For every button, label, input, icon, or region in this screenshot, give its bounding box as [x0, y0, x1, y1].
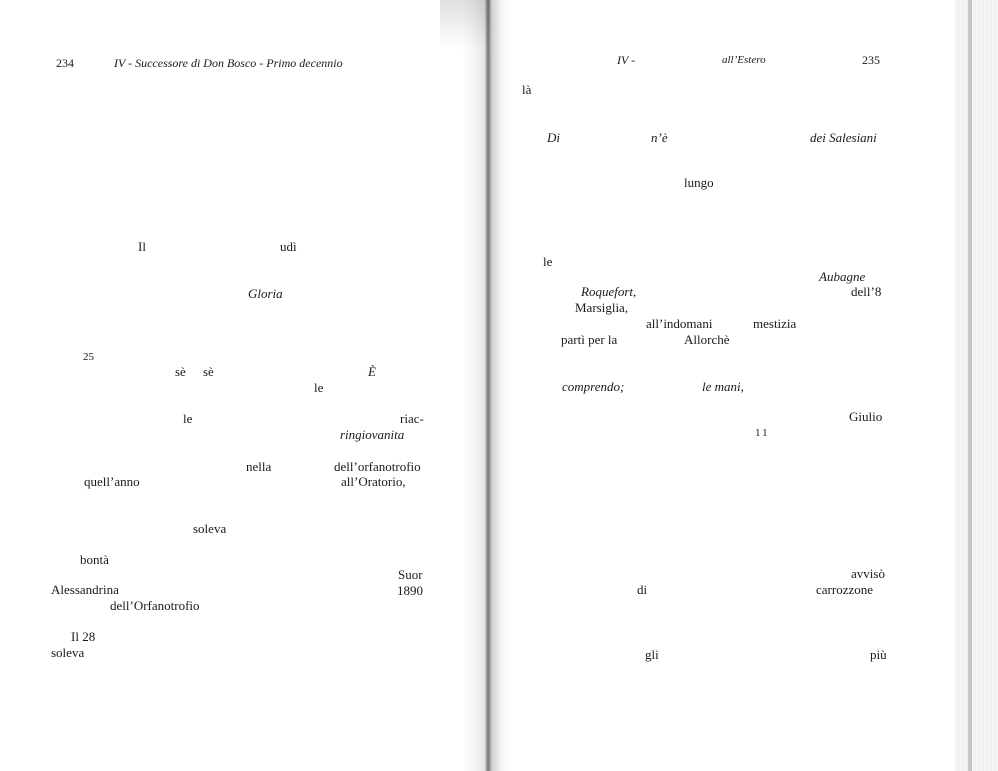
word-di: di: [637, 582, 648, 597]
word-se-2: sè: [203, 364, 214, 379]
page-edge-stripes: [955, 0, 998, 771]
word-ringiovanita: ringiovanita: [340, 427, 405, 442]
word-bonta: bontà: [80, 552, 109, 567]
word-alessandrina: Alessandrina: [51, 582, 119, 597]
word-e-grave: È: [368, 364, 376, 379]
running-head-right-part2: all’Estero: [722, 54, 766, 66]
word-roquefort: Roquefort,: [581, 284, 637, 299]
note-marker-11: 11: [755, 427, 770, 439]
word-salesiani: dei Salesiani: [810, 130, 877, 145]
note-marker-25: 25: [83, 351, 94, 363]
word-le: le: [543, 254, 553, 269]
word-soleva-1: soleva: [193, 521, 227, 536]
word-le-2: le: [183, 411, 193, 426]
page-number-right: 235: [862, 53, 880, 67]
word-carrozzone: carrozzone: [816, 582, 874, 597]
word-gli: gli: [645, 647, 659, 662]
word-giulio: Giulio: [849, 409, 883, 424]
word-gloria: Gloria: [248, 286, 283, 301]
word-avviso: avvisò: [851, 566, 885, 581]
word-dell8: dell’8: [851, 284, 882, 299]
word-udi: udì: [280, 239, 297, 254]
word-le-mani: le mani,: [702, 379, 744, 394]
word-il-28: Il 28: [71, 629, 96, 644]
word-la: là: [522, 82, 532, 97]
word-suor: Suor: [398, 567, 423, 582]
word-indomani: all’indomani: [646, 316, 713, 331]
word-mestizia: mestizia: [753, 316, 797, 331]
word-ne: n’è: [651, 130, 668, 145]
word-se-1: sè: [175, 364, 186, 379]
word-comprendo: comprendo;: [562, 379, 625, 394]
word-riac: riac-: [400, 411, 424, 426]
running-head-left: IV - Successore di Don Bosco - Primo decennio: [114, 56, 343, 70]
word-lungo: lungo: [684, 175, 714, 190]
page-edge-line: [968, 0, 972, 771]
word-di-italic: Di: [547, 130, 560, 145]
word-parti-per-la: partì per la: [561, 332, 618, 347]
word-le-1: le: [314, 380, 324, 395]
running-head-right-part1: IV -: [617, 53, 636, 67]
page-number-left: 234: [56, 56, 74, 70]
word-quellanno: quell’anno: [84, 474, 140, 489]
word-year-1890: 1890: [397, 583, 423, 598]
word-piu: più: [870, 647, 887, 662]
word-orfanotrofio-cap: dell’Orfanotrofio: [110, 598, 200, 613]
word-nella: nella: [246, 459, 272, 474]
word-allorche: Allorchè: [684, 332, 730, 347]
word-orfanotrofio: dell’orfanotrofio: [334, 459, 421, 474]
word-il: Il: [138, 239, 146, 254]
word-marsiglia: Marsiglia,: [575, 300, 629, 315]
book-gutter: [462, 0, 512, 771]
word-aubagne: Aubagne: [819, 269, 866, 284]
word-soleva-2: soleva: [51, 645, 85, 660]
word-oratorio: all’Oratorio,: [341, 474, 406, 489]
